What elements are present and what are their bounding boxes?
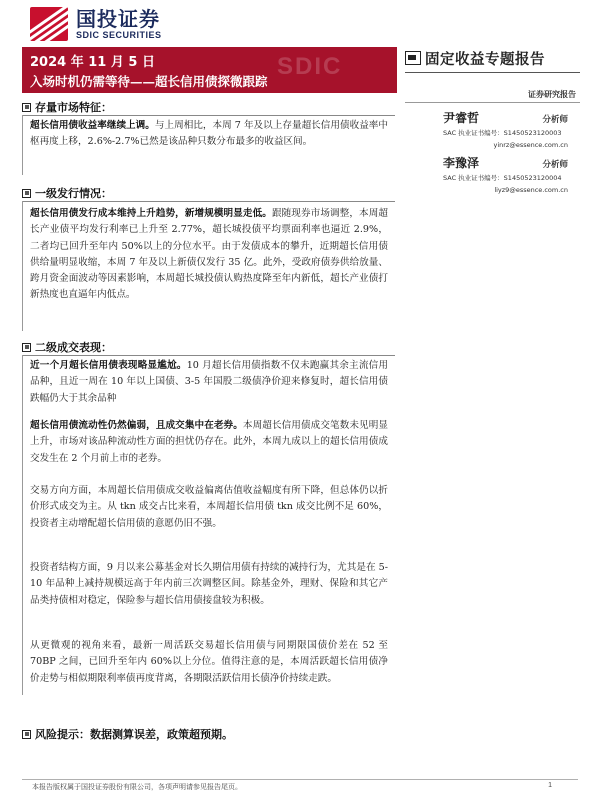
analyst-license: SAC 执业证书编号：S1450523120003 [443, 129, 562, 137]
risk-warning: 风险提示：数据测算误差，政策超预期。 [22, 726, 233, 742]
analyst-license: SAC 执业证书编号：S1450523120004 [443, 174, 562, 182]
bullet-square-icon [22, 189, 31, 198]
section-heading-stock-market: 存量市场特征： [22, 99, 112, 115]
section-vertical-rule [22, 115, 23, 175]
paragraph: 从更微观的视角来看，最新一周活跃交易超长信用债与同期限国债价差在 52 至 70BP 之间，已回升至年内 60%以上分位。值得注意的是，本周活跃超长信用债净价走势与相似期限利率债再度背离，各期限活跃信用长债净价持续走跌。 [30, 640, 388, 684]
report-type-header [405, 47, 580, 69]
report-subtype: 证券研究报告 [528, 90, 576, 99]
brand-name-cn: 国投证券 [76, 7, 160, 31]
paragraph: 投资者结构方面，9 月以来公募基金对长久期信用债有持续的减持行为，尤其是在 5-10 年品种上减持规模远高于年内前三次调整区间。除基金外，理财、保险和其它产品类持债相对稳定，保险参与超长信用债接盘较为积极。 [30, 562, 388, 606]
brand-name-en: SDIC SECURITIES [76, 30, 162, 40]
report-banner [22, 47, 397, 93]
paragraph: 超长信用债发行成本维持上升趋势，新增规模明显走低。跟随现券市场调整，本周超长产业债平均发行利率已上升至 2.77%，超长城投债平均票面利率也逼近 2.9%，二者均已回升至年内 50%以上的分位水平。由于发债成本的攀升，近期超长信用债供给量明显收缩，本周 7 年及以上新债仅发行 35 亿。此外，受政府债券供给放量、跨月资金面波动等因素影响，本周超长城投债认购热度降至年内新低，超长产业债打新热度也直逼年内低点。 [30, 208, 389, 301]
analyst-card [405, 154, 580, 194]
section-heading-primary-issuance: 一级发行情况： [22, 185, 112, 201]
divider [405, 102, 580, 103]
report-title: 入场时机仍需等待——超长信用债探微跟踪 [30, 74, 268, 89]
bullet-square-icon [22, 343, 31, 352]
section-vertical-rule [22, 355, 23, 695]
analyst-role: 分析师 [542, 115, 568, 125]
footer-rule [22, 779, 578, 780]
analyst-email[interactable]: yinrz@essence.com.cn [493, 141, 568, 149]
brand-logo [30, 6, 162, 42]
banner-watermark: SDIC [277, 53, 343, 80]
report-date: 2024 年 11 月 5 日 [30, 55, 155, 70]
footer-disclaimer: 本报告版权属于国投证券股份有限公司，各项声明请参见报告尾页。 [32, 783, 242, 791]
paragraph: 近一个月超长信用债表现略显尴尬。10 月超长信用债指数不仅未跑赢其余主流信用品种，且近一周在 10 年以上国债、3-5 年国股二级债净价迎来修复时，超长信用债跌幅仍大于其余品种 [30, 360, 389, 404]
paragraph: 交易方向方面，本周超长信用债成交收益偏离估值收益幅度有所下降，但总体仍以折价形式成交为主。从 tkn 成交占比来看，本周超长信用债 tkn 成交比例不足 60%，投资者主动增配超长信用债的意愿仍旧不强。 [30, 485, 388, 529]
section-rule [22, 115, 395, 116]
analyst-name: 李豫泽 [443, 156, 480, 170]
analyst-role: 分析师 [542, 160, 568, 170]
paragraph: 超长信用债流动性仍然偏弱，且成交集中在老券。本周超长信用债成交笔数未见明显上升，市场对该品种流动性方面的担忧仍存在。此外，本周九成以上的超长信用债成交发生在 2 个月前上市的老券。 [30, 420, 389, 464]
divider [405, 72, 580, 73]
section-vertical-rule [22, 201, 23, 331]
section-rule [22, 355, 395, 356]
section-heading-secondary-trading: 二级成交表现： [22, 339, 112, 355]
page-number: 1 [548, 782, 552, 789]
report-type-label: 固定收益专题报告 [425, 51, 545, 68]
report-type-icon [405, 51, 421, 65]
bullet-square-icon [22, 730, 31, 739]
section-rule [22, 201, 395, 202]
analyst-email[interactable]: liyz9@essence.com.cn [494, 186, 568, 194]
bullet-square-icon [22, 103, 31, 112]
paragraph: 超长信用债收益率继续上调。与上周相比，本周 7 年及以上存量超长信用债收益率中枢再度上移，2.6%-2.7%已然是该品种只数分布最多的收益区间。 [30, 120, 389, 148]
analyst-name: 尹睿哲 [443, 111, 480, 125]
analyst-card [405, 109, 580, 149]
sdic-logo-icon [30, 7, 68, 41]
